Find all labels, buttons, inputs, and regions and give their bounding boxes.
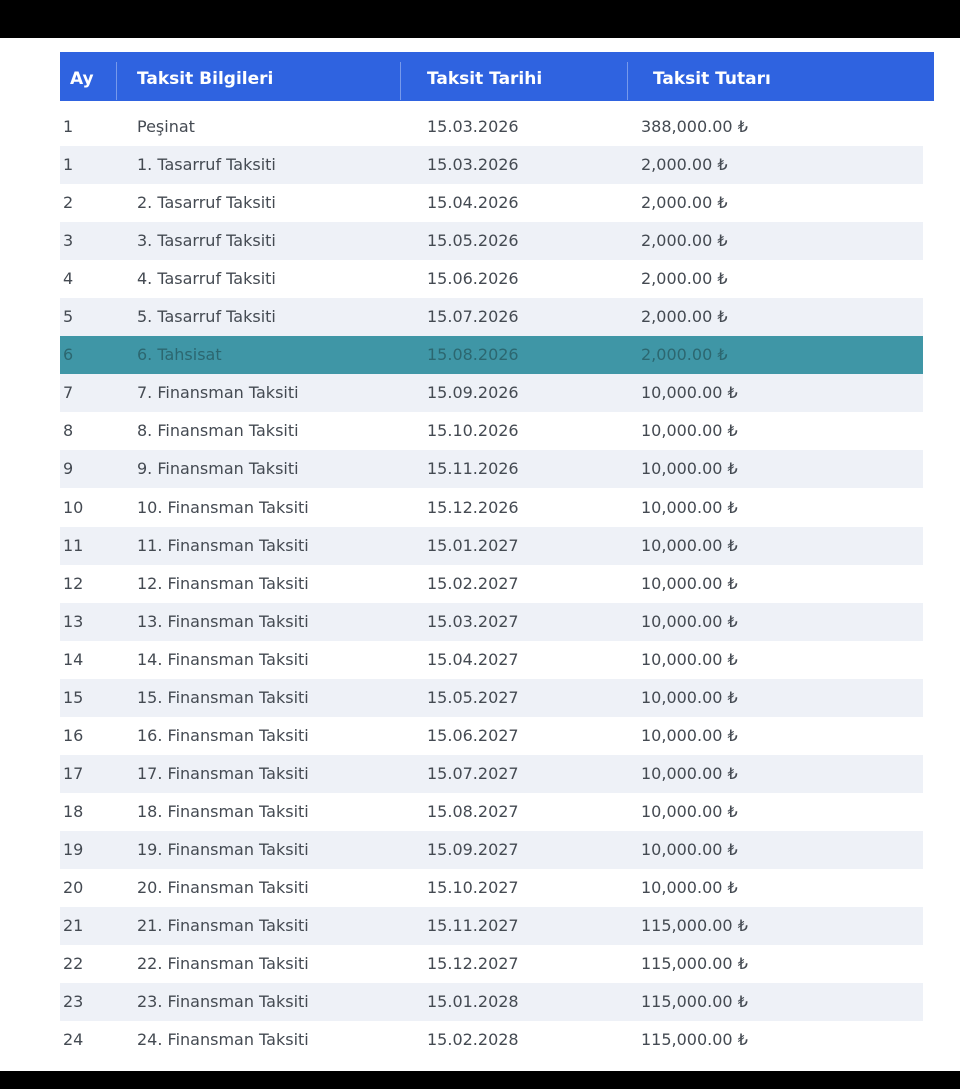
header-taksit-tutari: Taksit Tutarı [653, 69, 771, 89]
cell-taksit-tarihi: 15.01.2027 [427, 535, 519, 555]
cell-ay: 23 [63, 992, 84, 1012]
table-row [60, 489, 923, 527]
table-row [60, 260, 923, 298]
cell-taksit-bilgisi: 3. Tasarruf Taksiti [137, 231, 276, 251]
cell-taksit-tarihi: 15.04.2026 [427, 193, 519, 213]
cell-ay: 10 [63, 497, 84, 517]
cell-taksit-bilgisi: 1. Tasarruf Taksiti [137, 155, 276, 175]
cell-taksit-tarihi: 15.08.2027 [427, 801, 519, 821]
cell-taksit-bilgisi: 8. Finansman Taksiti [137, 421, 299, 441]
cell-taksit-bilgisi: 17. Finansman Taksiti [137, 763, 309, 783]
table-row [60, 603, 923, 641]
cell-taksit-tarihi: 15.10.2027 [427, 878, 519, 897]
header-separator [627, 62, 628, 100]
cell-taksit-bilgisi: 7. Finansman Taksiti [137, 383, 299, 403]
header-separator [116, 62, 117, 100]
cell-taksit-tarihi: 15.09.2026 [427, 383, 519, 403]
cell-taksit-tarihi: 15.09.2027 [427, 839, 519, 859]
table-row [60, 565, 923, 603]
cell-ay: 16 [63, 725, 84, 745]
cell-ay: 2 [63, 193, 74, 213]
cell-taksit-bilgisi: 23. Finansman Taksiti [137, 992, 309, 1012]
cell-taksit-tarihi: 15.05.2027 [427, 687, 519, 707]
cell-ay: 9 [63, 459, 74, 479]
cell-taksit-bilgisi: 5. Tasarruf Taksiti [137, 307, 276, 327]
top-black-bar [0, 0, 960, 38]
table-row [60, 755, 923, 793]
cell-taksit-tutari: 10,000.00 ₺ [641, 497, 738, 517]
table-row [60, 641, 923, 679]
cell-taksit-bilgisi: 9. Finansman Taksiti [137, 459, 299, 479]
cell-taksit-bilgisi: Peşinat [137, 117, 195, 136]
cell-taksit-bilgisi: 6. Tahsisat [137, 345, 222, 365]
table-row [60, 983, 923, 1021]
cell-ay: 3 [63, 231, 74, 251]
cell-taksit-bilgisi: 22. Finansman Taksiti [137, 954, 309, 974]
table-row [60, 450, 923, 488]
table-row-highlighted [60, 336, 923, 374]
table-row [60, 412, 923, 450]
cell-taksit-bilgisi: 12. Finansman Taksiti [137, 573, 309, 593]
cell-taksit-tarihi: 15.11.2027 [427, 916, 519, 936]
header-separator [400, 62, 401, 100]
cell-taksit-tarihi: 15.01.2028 [427, 992, 519, 1012]
table-row [60, 717, 923, 755]
cell-taksit-bilgisi: 4. Tasarruf Taksiti [137, 269, 276, 289]
cell-ay: 20 [63, 878, 84, 897]
cell-ay: 1 [63, 155, 74, 175]
cell-taksit-tarihi: 15.04.2027 [427, 649, 519, 669]
cell-taksit-tarihi: 15.12.2026 [427, 497, 519, 517]
cell-taksit-bilgisi: 18. Finansman Taksiti [137, 801, 309, 821]
cell-taksit-tutari: 10,000.00 ₺ [641, 878, 738, 897]
cell-ay: 17 [63, 763, 84, 783]
table-row [60, 907, 923, 945]
table-header [60, 52, 934, 101]
cell-taksit-bilgisi: 24. Finansman Taksiti [137, 1030, 309, 1050]
cell-taksit-tutari: 388,000.00 ₺ [641, 117, 748, 136]
cell-taksit-tutari: 10,000.00 ₺ [641, 839, 738, 859]
cell-taksit-bilgisi: 20. Finansman Taksiti [137, 878, 309, 897]
cell-taksit-tutari: 115,000.00 ₺ [641, 992, 748, 1012]
table-row [60, 146, 923, 184]
cell-taksit-tutari: 10,000.00 ₺ [641, 763, 738, 783]
cell-taksit-bilgisi: 16. Finansman Taksiti [137, 725, 309, 745]
cell-taksit-tarihi: 15.05.2026 [427, 231, 519, 251]
cell-ay: 12 [63, 573, 84, 593]
cell-taksit-bilgisi: 10. Finansman Taksiti [137, 497, 309, 517]
cell-taksit-tutari: 10,000.00 ₺ [641, 573, 738, 593]
cell-taksit-tarihi: 15.07.2026 [427, 307, 519, 327]
table-row [60, 222, 923, 260]
cell-taksit-tarihi: 15.03.2026 [427, 117, 519, 136]
table-row [60, 374, 923, 412]
header-taksit-bilgileri: Taksit Bilgileri [137, 69, 274, 89]
cell-taksit-tutari: 10,000.00 ₺ [641, 801, 738, 821]
cell-taksit-bilgisi: 11. Finansman Taksiti [137, 535, 309, 555]
cell-taksit-tarihi: 15.08.2026 [427, 345, 519, 365]
cell-ay: 6 [63, 345, 74, 365]
cell-taksit-tutari: 10,000.00 ₺ [641, 687, 738, 707]
cell-ay: 5 [63, 307, 74, 327]
cell-ay: 4 [63, 269, 74, 289]
cell-ay: 14 [63, 649, 84, 669]
cell-taksit-tarihi: 15.06.2027 [427, 725, 519, 745]
cell-taksit-tutari: 2,000.00 ₺ [641, 193, 728, 213]
cell-ay: 24 [63, 1030, 84, 1050]
cell-taksit-tutari: 10,000.00 ₺ [641, 725, 738, 745]
cell-taksit-tarihi: 15.06.2026 [427, 269, 519, 289]
table-row [60, 108, 923, 146]
table-row [60, 298, 923, 336]
cell-ay: 22 [63, 954, 84, 974]
cell-ay: 13 [63, 611, 84, 631]
cell-ay: 19 [63, 839, 84, 859]
cell-taksit-bilgisi: 21. Finansman Taksiti [137, 916, 309, 936]
cell-ay: 18 [63, 801, 84, 821]
header-ay: Ay [70, 69, 94, 89]
cell-taksit-tutari: 2,000.00 ₺ [641, 155, 728, 175]
cell-taksit-tutari: 10,000.00 ₺ [641, 383, 738, 403]
cell-taksit-tarihi: 15.12.2027 [427, 954, 519, 974]
table-row [60, 945, 923, 983]
cell-taksit-tutari: 10,000.00 ₺ [641, 535, 738, 555]
cell-taksit-tutari: 115,000.00 ₺ [641, 1030, 748, 1050]
cell-ay: 1 [63, 117, 74, 136]
bottom-black-bar [0, 1071, 960, 1089]
table-row [60, 184, 923, 222]
cell-taksit-bilgisi: 2. Tasarruf Taksiti [137, 193, 276, 213]
cell-taksit-bilgisi: 19. Finansman Taksiti [137, 839, 309, 859]
cell-taksit-tarihi: 15.11.2026 [427, 459, 519, 479]
header-taksit-tarihi: Taksit Tarihi [427, 69, 543, 89]
cell-taksit-tutari: 2,000.00 ₺ [641, 307, 728, 327]
cell-taksit-tarihi: 15.03.2026 [427, 155, 519, 175]
cell-taksit-tutari: 2,000.00 ₺ [641, 345, 728, 365]
table-row [60, 679, 923, 717]
cell-ay: 15 [63, 687, 84, 707]
cell-taksit-tutari: 115,000.00 ₺ [641, 954, 748, 974]
cell-taksit-tarihi: 15.02.2027 [427, 573, 519, 593]
table-row [60, 831, 923, 869]
cell-taksit-tutari: 10,000.00 ₺ [641, 421, 738, 441]
cell-taksit-bilgisi: 14. Finansman Taksiti [137, 649, 309, 669]
table-row [60, 869, 923, 907]
cell-taksit-tutari: 10,000.00 ₺ [641, 649, 738, 669]
cell-taksit-tutari: 10,000.00 ₺ [641, 459, 738, 479]
cell-taksit-tarihi: 15.03.2027 [427, 611, 519, 631]
cell-taksit-tarihi: 15.10.2026 [427, 421, 519, 441]
cell-taksit-tutari: 115,000.00 ₺ [641, 916, 748, 936]
table-row [60, 527, 923, 565]
cell-taksit-tarihi: 15.07.2027 [427, 763, 519, 783]
cell-taksit-tutari: 2,000.00 ₺ [641, 231, 728, 251]
cell-ay: 21 [63, 916, 84, 936]
cell-taksit-bilgisi: 13. Finansman Taksiti [137, 611, 309, 631]
table-row [60, 1021, 923, 1059]
cell-ay: 7 [63, 383, 74, 403]
table-row [60, 793, 923, 831]
cell-taksit-bilgisi: 15. Finansman Taksiti [137, 687, 309, 707]
cell-ay: 11 [63, 535, 84, 555]
cell-taksit-tutari: 10,000.00 ₺ [641, 611, 738, 631]
cell-taksit-tutari: 2,000.00 ₺ [641, 269, 728, 289]
cell-taksit-tarihi: 15.02.2028 [427, 1030, 519, 1050]
cell-ay: 8 [63, 421, 74, 441]
